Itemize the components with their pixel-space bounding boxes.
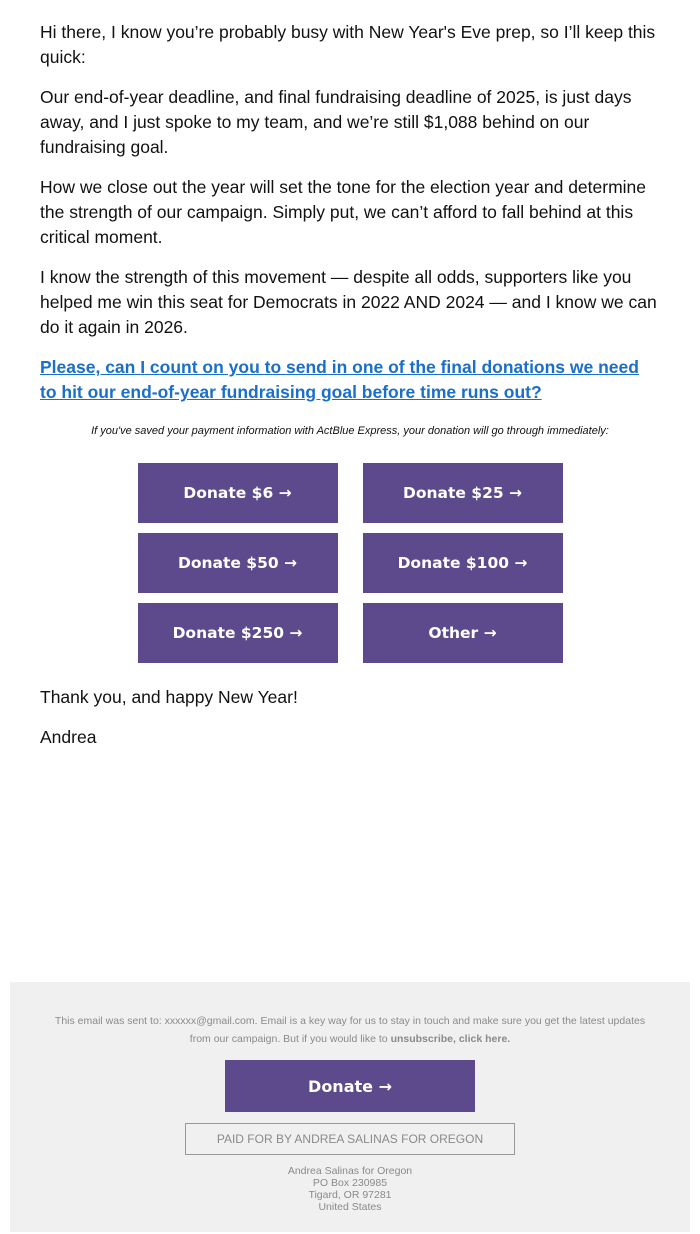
footer-sent-to-prefix: This email was sent to: xxxxxx@gmail.com. Email is a key way for us to stay in touch and make sure you get the latest updates from our campaign. But if you would like to [54,1015,646,1045]
email-body [40,20,660,765]
closing-line: Thank you, and happy New Year! [40,687,298,707]
paragraph-deadline: Our end-of-year deadline, and final fundraising deadline of 2025, is just days away, and I just spoke to my team, and we’re still $1,088 behind on our fundraising goal. [40,87,632,157]
paid-for-disclaimer: PAID FOR BY ANDREA SALINAS FOR OREGON [185,1123,515,1155]
donate-100-button[interactable]: Donate $100 → [363,533,563,593]
actblue-express-note: If you've saved your payment information with ActBlue Express, your donation will go through immediately: [91,425,609,437]
donate-other-button[interactable]: Other → [363,603,563,663]
donate-50-button[interactable]: Donate $50 → [138,533,338,593]
signature: Andrea [40,727,97,747]
address-line-city: Tigard, OR 97281 [308,1189,392,1201]
donate-6-button[interactable]: Donate $6 → [138,463,338,523]
address-line-pobox: PO Box 230985 [312,1177,388,1189]
email-footer [10,982,690,1232]
cta-donation-link[interactable]: Please, can I count on you to send in one of the final donations we need to hit our end-of-year fundraising goal before time runs out? [40,357,639,402]
address-line-country: United States [318,1201,382,1213]
donate-25-button[interactable]: Donate $25 → [363,463,563,523]
paragraph-movement: I know the strength of this movement — despite all odds, supporters like you helped me win this seat for Democrats in 2022 AND 2024 — and I know we can do it again in 2026. [40,267,657,337]
paragraph-greeting: Hi there, I know you’re probably busy with New Year's Eve prep, so I’ll keep this quick: [40,22,656,67]
footer-sent-to-text [50,1012,650,1048]
unsubscribe-link[interactable]: unsubscribe, click here. [390,1033,511,1045]
donate-button-grid [138,463,563,663]
donate-250-button[interactable]: Donate $250 → [138,603,338,663]
address-line-org: Andrea Salinas for Oregon [287,1165,413,1177]
mailing-address [10,1165,690,1213]
paragraph-election-year: How we close out the year will set the tone for the election year and determine the strength of our campaign. Simply put, we can’t afford to fall behind at this critical moment. [40,177,647,247]
footer-donate-button[interactable]: Donate → [225,1060,475,1112]
